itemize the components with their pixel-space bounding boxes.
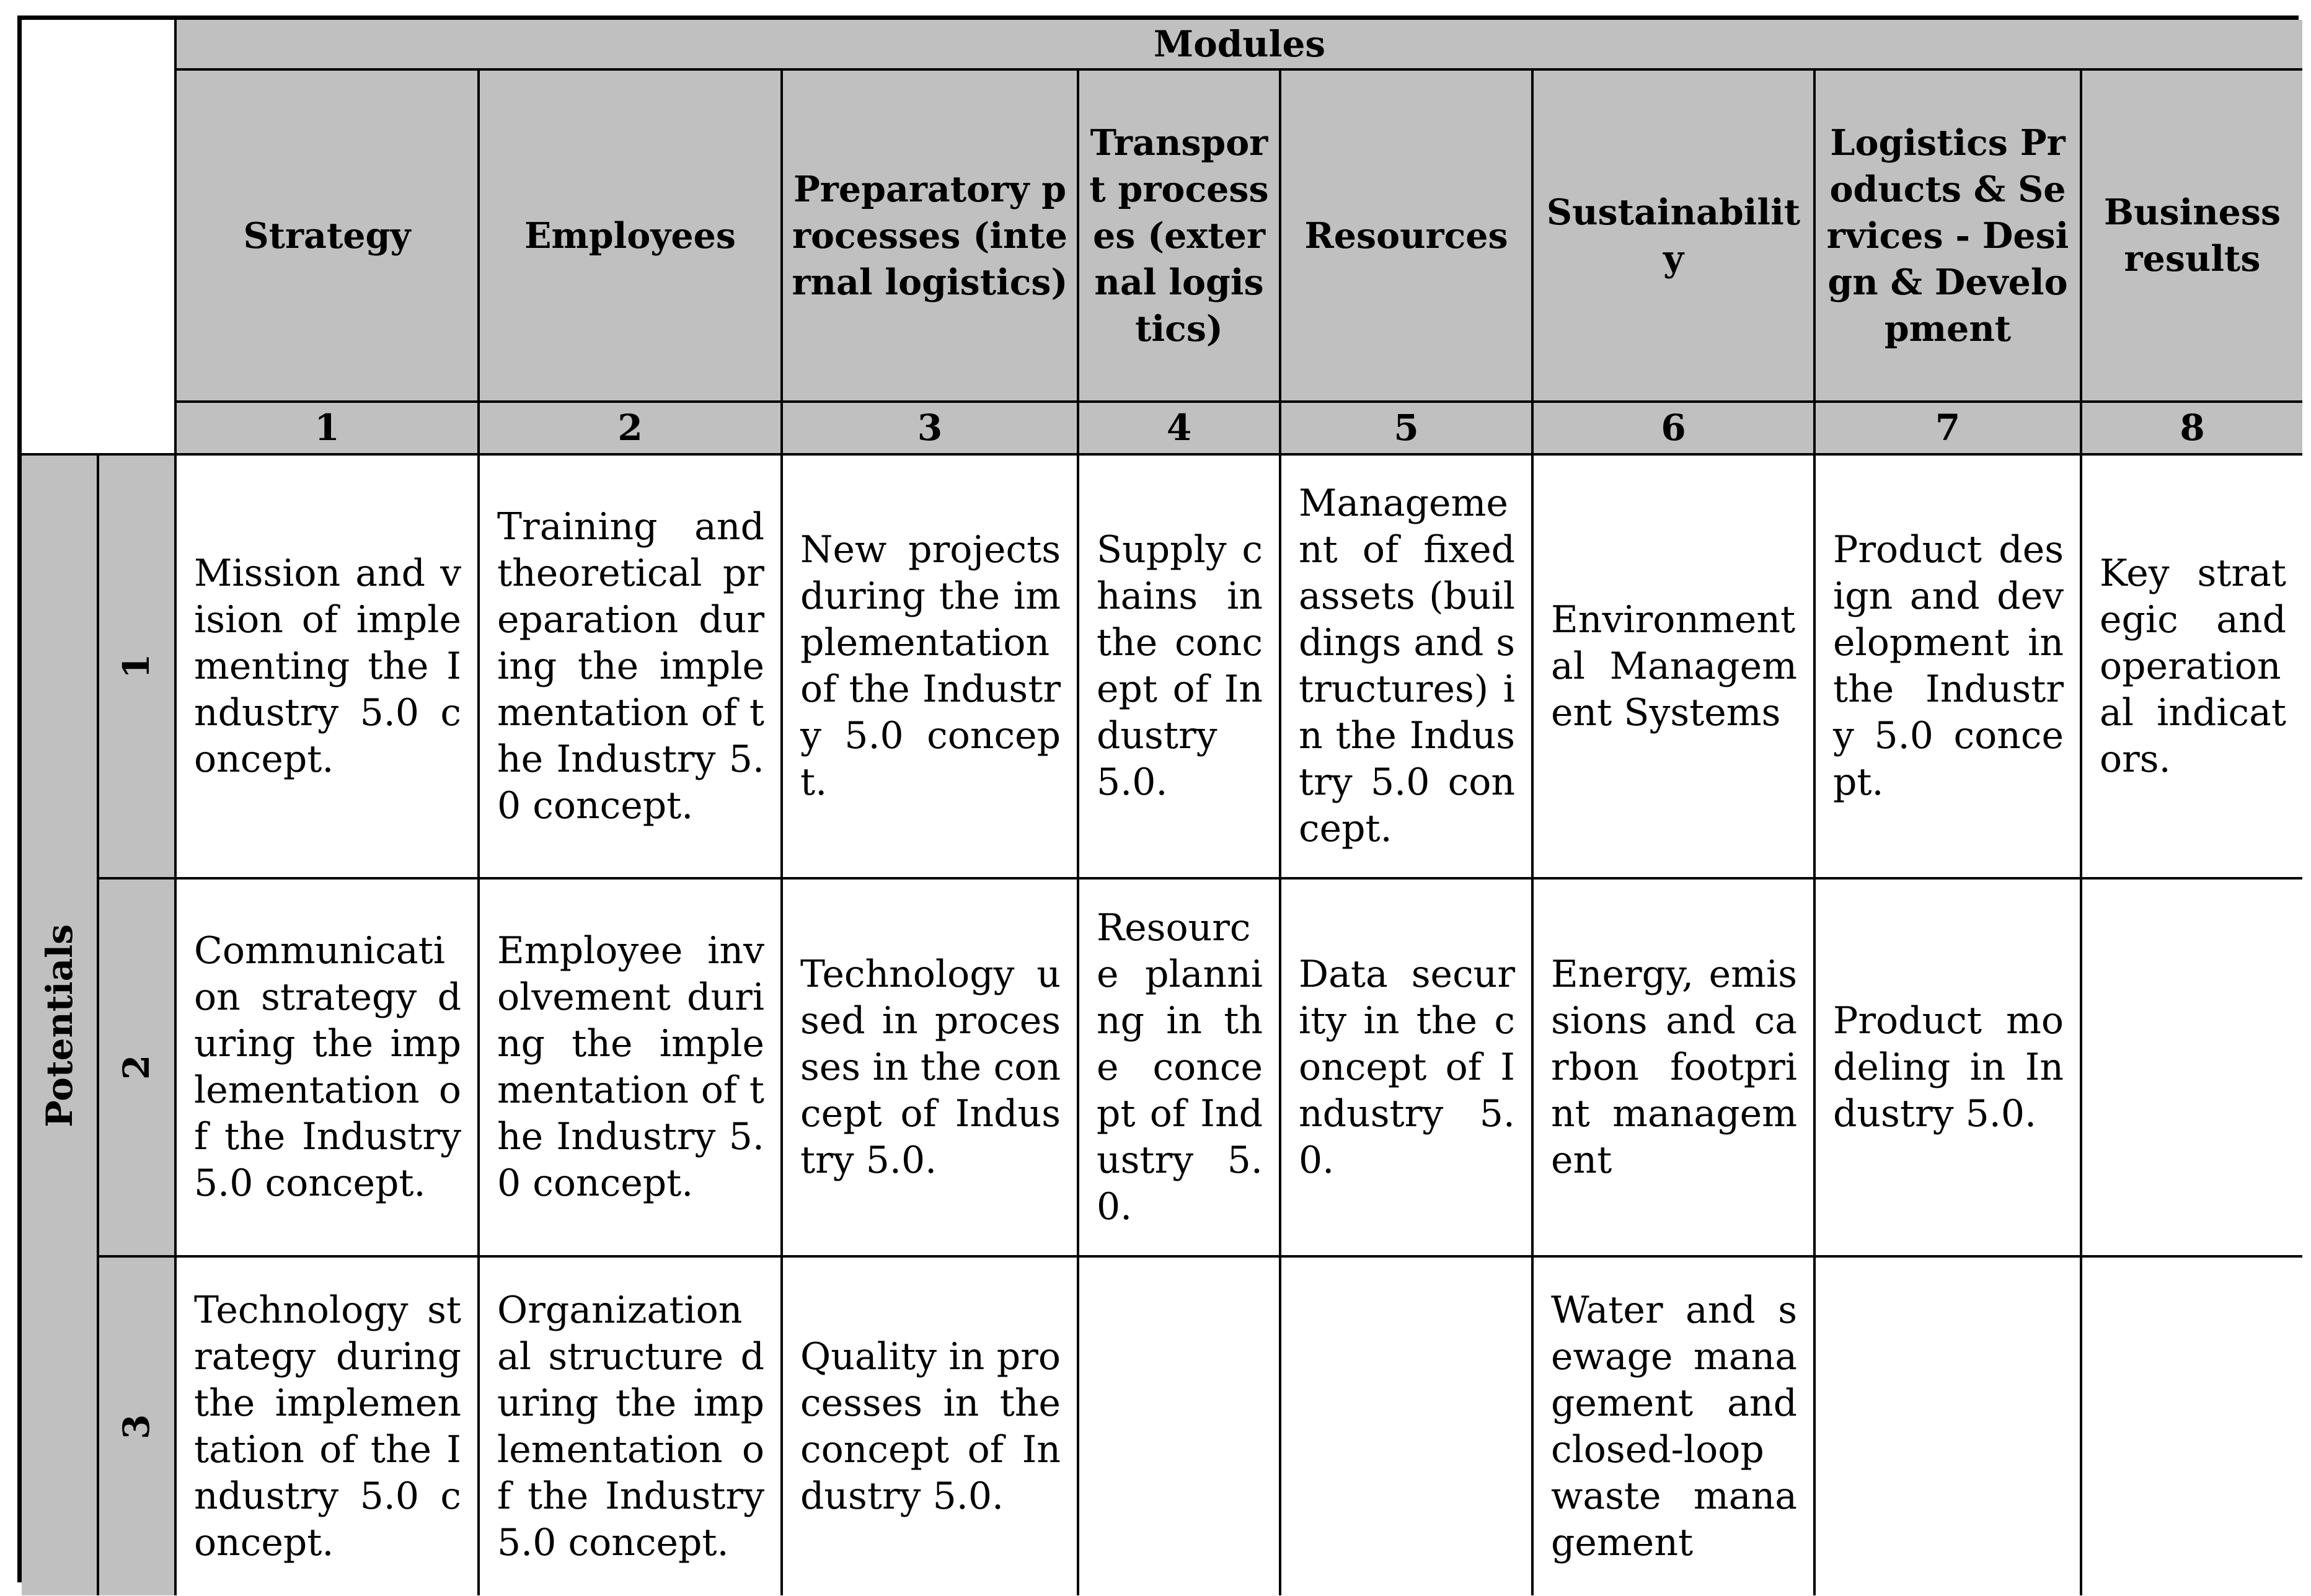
table-cell: New projects during the implementation of the Industry 5.0 concept. (783, 456, 1079, 880)
table-cell (2082, 1258, 2302, 1595)
column-header: Employees (480, 71, 783, 403)
row-number: 2 (99, 880, 177, 1258)
table-cell: Management of fixed assets (buildings and structures) in the Industry 5.0 concept. (1281, 456, 1534, 880)
column-header: Business results (2082, 71, 2302, 403)
row-number: 3 (99, 1258, 177, 1595)
table-cell: Technology strategy during the implementation of the Industry 5.0 concept. (177, 1258, 480, 1595)
column-number: 2 (480, 403, 783, 456)
table-cell (2082, 880, 2302, 1258)
modules-header: Modules (177, 20, 2302, 71)
table-cell: Data security in the concept of Industry 5.0. (1281, 880, 1534, 1258)
column-header: Sustainability (1534, 71, 1816, 403)
table-cell (1079, 1258, 1281, 1595)
column-header: Transport processes (external logistics) (1079, 71, 1281, 403)
column-number: 6 (1534, 403, 1816, 456)
table-cell: Key strategic and operational indicators. (2082, 456, 2302, 880)
table-cell: Employee involvement during the implementation of the Industry 5.0 concept. (480, 880, 783, 1258)
table-cell: Environmental Management Systems (1534, 456, 1816, 880)
table-cell: Product modeling in Industry 5.0. (1816, 880, 2082, 1258)
table-cell: Resource planning in the concept of Industry 5.0. (1079, 880, 1281, 1258)
table-cell: Technology used in processes in the concept of Industry 5.0. (783, 880, 1079, 1258)
table-cell: Mission and vision of implementing the Industry 5.0 concept. (177, 456, 480, 880)
modules-potentials-table (17, 15, 2299, 1582)
table-cell: Communication strategy during the implementation of the Industry 5.0 concept. (177, 880, 480, 1258)
table-cell: Water and sewage management and closed-loop waste management (1534, 1258, 1816, 1595)
column-number: 4 (1079, 403, 1281, 456)
table-cell: Training and theoretical preparation during the implementation of the Industry 5.0 concept. (480, 456, 783, 880)
column-header: Logistics Products & Services - Design & Development (1816, 71, 2082, 403)
column-number: 1 (177, 403, 480, 456)
column-number: 5 (1281, 403, 1534, 456)
table-cell: Supply chains in the concept of Industry 5.0. (1079, 456, 1281, 880)
column-header: Preparatory processes (internal logistics) (783, 71, 1079, 403)
table-cell: Quality in processes in the concept of Industry 5.0. (783, 1258, 1079, 1595)
table-cell: Product design and development in the Industry 5.0 concept. (1816, 456, 2082, 880)
table-cell: Energy, emissions and carbon footprint management (1534, 880, 1816, 1258)
potentials-label: Potentials (22, 456, 99, 1595)
column-number: 8 (2082, 403, 2302, 456)
column-header: Strategy (177, 71, 480, 403)
table-cell (1816, 1258, 2082, 1595)
table-corner (22, 20, 177, 456)
column-number: 7 (1816, 403, 2082, 456)
table-cell: Organizational structure during the implementation of the Industry 5.0 concept. (480, 1258, 783, 1595)
column-header: Resources (1281, 71, 1534, 403)
table-cell (1281, 1258, 1534, 1595)
column-number: 3 (783, 403, 1079, 456)
row-number: 1 (99, 456, 177, 880)
